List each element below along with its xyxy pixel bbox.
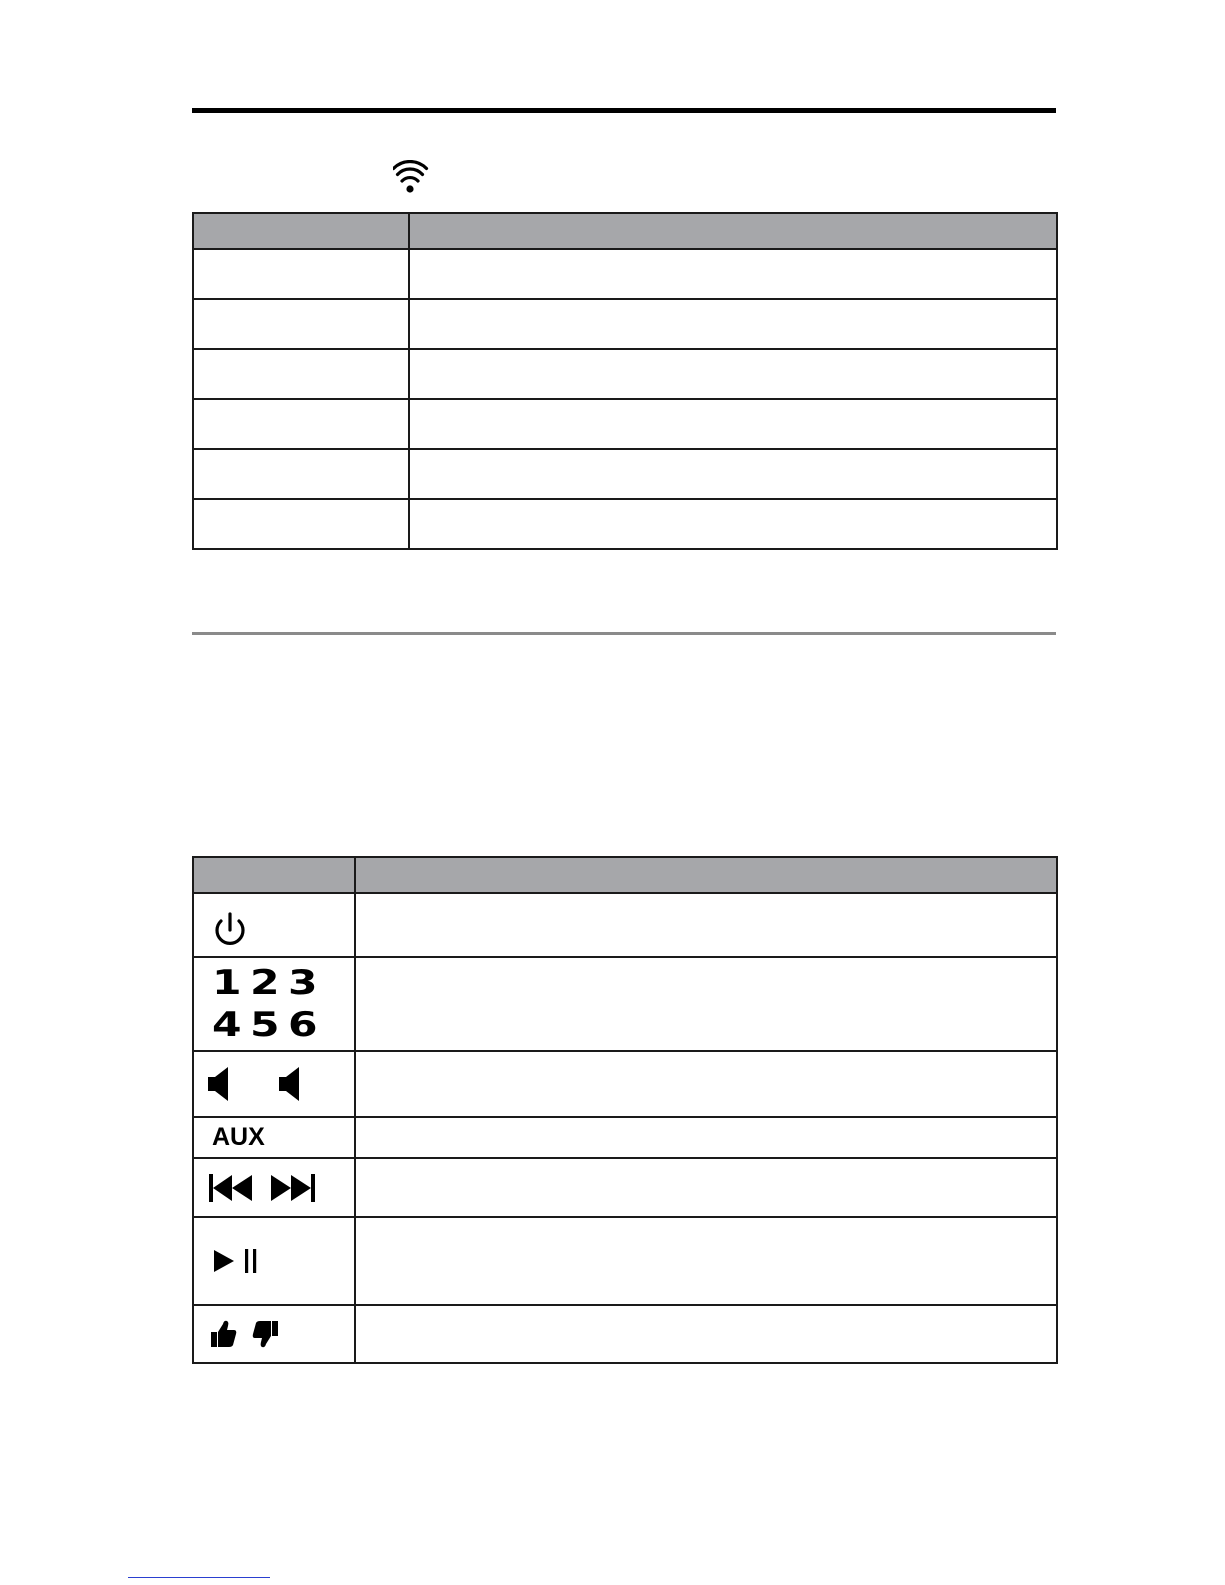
table-cell bbox=[355, 893, 1057, 957]
table-cell bbox=[355, 1117, 1057, 1158]
volume-up-icon bbox=[277, 1065, 303, 1103]
preset-3: 3 bbox=[288, 963, 318, 1003]
symbol-cell bbox=[193, 1217, 355, 1305]
thumbs-up-icon bbox=[210, 1319, 238, 1349]
table-cell bbox=[355, 1051, 1057, 1117]
power-icon bbox=[210, 910, 250, 950]
table-cell bbox=[193, 399, 409, 449]
header-cell bbox=[193, 213, 409, 249]
table-row bbox=[193, 1117, 1057, 1158]
table-cell bbox=[193, 499, 409, 549]
symbol-cell bbox=[193, 957, 355, 1051]
preset-2: 2 bbox=[250, 963, 280, 1003]
table-row bbox=[193, 957, 1057, 1051]
table-cell bbox=[409, 499, 1057, 549]
play-pause-icon bbox=[212, 1247, 266, 1275]
table-cell bbox=[193, 449, 409, 499]
table-cell bbox=[193, 249, 409, 299]
table-row bbox=[193, 349, 1057, 399]
top-rule bbox=[192, 108, 1056, 113]
wifi-icon bbox=[393, 160, 433, 196]
preset-1: 1 bbox=[212, 963, 242, 1003]
preset-4: 4 bbox=[212, 1005, 242, 1045]
table-cell bbox=[355, 1158, 1057, 1217]
symbol-cell bbox=[193, 893, 355, 957]
table-row bbox=[193, 893, 1057, 957]
table-cell bbox=[193, 349, 409, 399]
table-cell bbox=[355, 957, 1057, 1051]
table-row bbox=[193, 449, 1057, 499]
header-cell bbox=[409, 213, 1057, 249]
section-divider bbox=[192, 632, 1056, 635]
table-row bbox=[193, 1217, 1057, 1305]
table-cell bbox=[409, 249, 1057, 299]
table-cell bbox=[355, 1305, 1057, 1363]
header-cell bbox=[355, 857, 1057, 893]
header-cell bbox=[193, 857, 355, 893]
table-cell bbox=[355, 1217, 1057, 1305]
symbol-cell bbox=[193, 1051, 355, 1117]
preset-numbers bbox=[204, 964, 344, 1044]
table-header-row bbox=[193, 857, 1057, 893]
skip-next-icon bbox=[269, 1173, 317, 1203]
table-row bbox=[193, 1051, 1057, 1117]
preset-5: 5 bbox=[250, 1005, 280, 1045]
symbol-cell bbox=[193, 1305, 355, 1363]
table-header-row bbox=[193, 213, 1057, 249]
table-cell bbox=[409, 399, 1057, 449]
table-cell bbox=[193, 299, 409, 349]
symbol-cell bbox=[193, 1158, 355, 1217]
aux-label: AUX bbox=[212, 1123, 265, 1151]
table-row bbox=[193, 399, 1057, 449]
skip-previous-icon bbox=[208, 1173, 256, 1203]
table-row bbox=[193, 299, 1057, 349]
table-cell bbox=[409, 299, 1057, 349]
table-row bbox=[193, 249, 1057, 299]
footer-link-underline bbox=[128, 1577, 270, 1578]
table-cell bbox=[409, 349, 1057, 399]
status-table bbox=[192, 212, 1058, 550]
thumbs-down-icon bbox=[251, 1319, 279, 1349]
symbol-cell bbox=[193, 1117, 355, 1158]
table-row bbox=[193, 499, 1057, 549]
table-row bbox=[193, 1305, 1057, 1363]
table-cell bbox=[409, 449, 1057, 499]
buttons-table bbox=[192, 856, 1058, 1364]
volume-down-icon bbox=[206, 1065, 232, 1103]
table-row bbox=[193, 1158, 1057, 1217]
preset-6: 6 bbox=[288, 1005, 318, 1045]
